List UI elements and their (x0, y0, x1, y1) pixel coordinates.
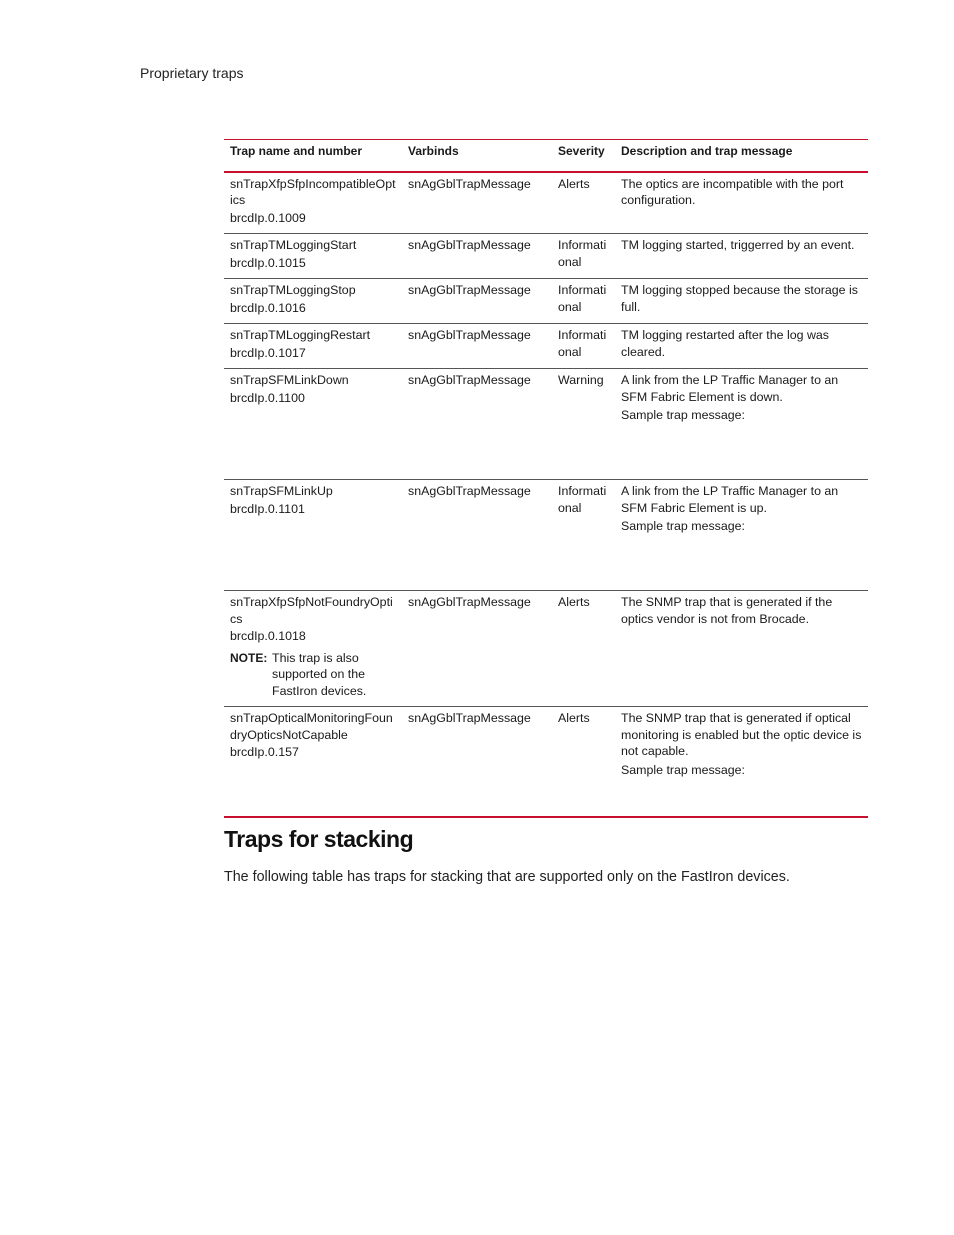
note-label: NOTE: (230, 650, 268, 665)
trap-number: brcdIp.0.1101 (230, 501, 305, 516)
trap-name-cell (224, 707, 402, 817)
table-row (224, 480, 868, 591)
trap-name: snTrapXfpSfpNotFoundryOptics (230, 595, 393, 626)
table-row (224, 591, 868, 707)
varbinds-cell: snAgGblTrapMessage (402, 707, 552, 817)
description-text: TM logging started, triggerred by an event. (621, 238, 855, 252)
col-header-varbinds: Varbinds (402, 140, 552, 172)
varbinds-cell: snAgGblTrapMessage (402, 591, 552, 707)
description-cell (615, 324, 868, 369)
severity-cell: Informational (552, 234, 615, 279)
note (230, 650, 396, 700)
table-row (224, 279, 868, 324)
trap-name-cell (224, 369, 402, 480)
severity-cell: Alerts (552, 172, 615, 234)
trap-name: snTrapSFMLinkDown (230, 373, 349, 387)
trap-name-cell (224, 324, 402, 369)
varbinds-cell: snAgGblTrapMessage (402, 369, 552, 480)
trap-number: brcdIp.0.157 (230, 745, 299, 759)
description-text: The SNMP trap that is generated if optical monitoring is enabled but the optic device is not capable. (621, 711, 862, 758)
table-row (224, 172, 868, 234)
sample-trap-label: Sample trap message: (621, 762, 745, 777)
description-text: The SNMP trap that is generated if the optics vendor is not from Brocade. (621, 595, 833, 626)
description-text: TM logging stopped because the storage is full. (621, 283, 858, 314)
trap-number: brcdIp.0.1015 (230, 255, 306, 270)
table-row (224, 234, 868, 279)
varbinds-cell: snAgGblTrapMessage (402, 279, 552, 324)
trap-name: snTrapSFMLinkUp (230, 484, 333, 498)
severity-cell: Informational (552, 324, 615, 369)
note-text: This trap is also supported on the FastIron devices. (272, 650, 367, 698)
table-header-row (224, 140, 868, 172)
description-text: TM logging restarted after the log was cleared. (621, 328, 829, 359)
varbinds-cell: snAgGblTrapMessage (402, 234, 552, 279)
description-text: A link from the LP Traffic Manager to an SFM Fabric Element is up. (621, 484, 839, 515)
severity-cell: Informational (552, 279, 615, 324)
trap-name-cell (224, 234, 402, 279)
sample-trap-label: Sample trap message: (621, 519, 745, 533)
col-header-description: Description and trap message (615, 140, 868, 172)
table-row (224, 369, 868, 480)
varbinds-cell: snAgGblTrapMessage (402, 324, 552, 369)
description-cell (615, 591, 868, 707)
varbinds-cell: snAgGblTrapMessage (402, 480, 552, 591)
section-title: Traps for stacking (224, 826, 414, 852)
description-cell (615, 172, 868, 234)
section-body: The following table has traps for stacking that are supported only on the FastIron devices. (224, 869, 790, 885)
trap-number: brcdIp.0.1017 (230, 345, 306, 360)
trap-name: snTrapOpticalMonitoringFoundryOpticsNotCapable (230, 711, 393, 742)
description-text: The optics are incompatible with the port configuration. (621, 176, 844, 207)
trap-name-cell (224, 172, 402, 234)
trap-name: snTrapTMLoggingRestart (230, 328, 371, 342)
trap-name-cell (224, 480, 402, 591)
severity-cell: Warning (552, 369, 615, 480)
col-header-severity: Severity (552, 140, 615, 172)
trap-name-cell (224, 279, 402, 324)
trap-number: brcdIp.0.1016 (230, 300, 306, 315)
description-text: A link from the LP Traffic Manager to an SFM Fabric Element is down. (621, 373, 839, 404)
description-cell (615, 234, 868, 279)
trap-name: snTrapTMLoggingStart (230, 238, 357, 252)
severity-cell: Alerts (552, 591, 615, 707)
varbinds-cell: snAgGblTrapMessage (402, 172, 552, 234)
sample-trap-label: Sample trap message: (621, 408, 745, 422)
description-cell (615, 480, 868, 591)
trap-number: brcdIp.0.1100 (230, 390, 305, 405)
severity-cell: Informational (552, 480, 615, 591)
trap-number: brcdIp.0.1018 (230, 629, 306, 643)
trap-number: brcdIp.0.1009 (230, 210, 306, 225)
trap-table (224, 139, 868, 818)
severity-cell: Alerts (552, 707, 615, 817)
trap-name-cell (224, 591, 402, 707)
table-row (224, 324, 868, 369)
description-cell (615, 707, 868, 817)
trap-name: snTrapXfpSfpIncompatibleOptics (230, 176, 396, 207)
col-header-trap-name: Trap name and number (224, 140, 402, 172)
description-cell (615, 279, 868, 324)
trap-name: snTrapTMLoggingStop (230, 283, 356, 297)
running-head: Proprietary traps (140, 65, 244, 81)
table-row (224, 707, 868, 817)
description-cell (615, 369, 868, 480)
